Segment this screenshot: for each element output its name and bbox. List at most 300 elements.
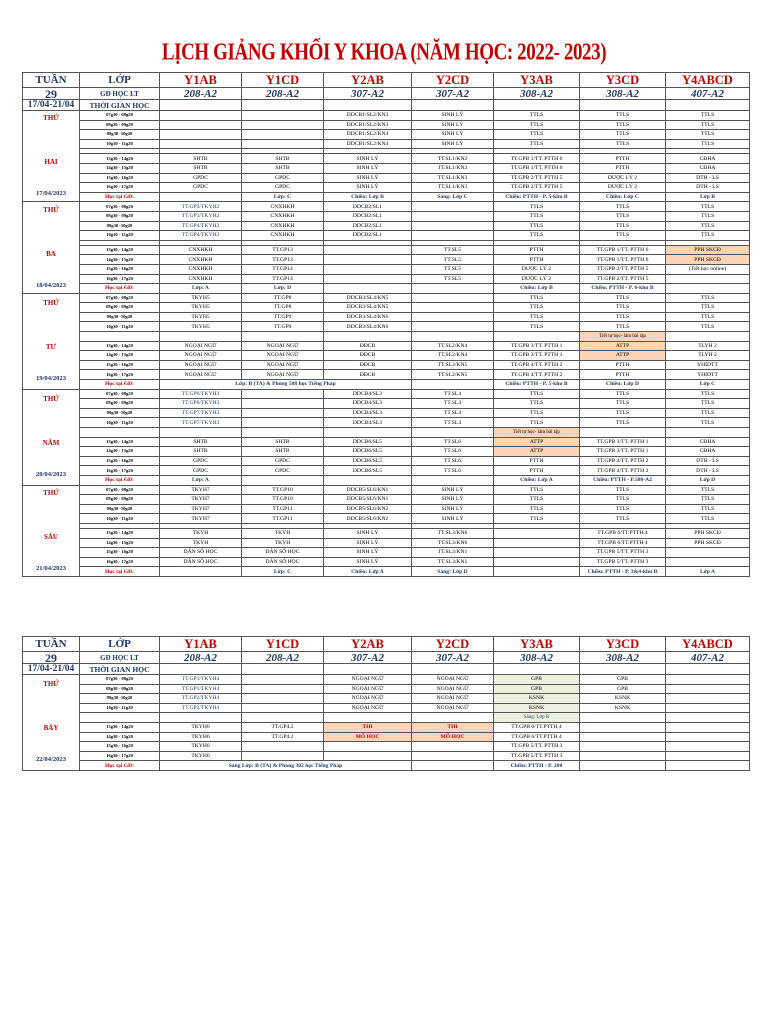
time-slot: 07g30 - 08g20 <box>80 485 160 495</box>
schedule-cell <box>666 742 750 752</box>
table-row <box>23 732 750 742</box>
time-slot: 14g30 - 15g20 <box>80 538 160 548</box>
time-slot: 10g30 - 11g20 <box>80 418 160 428</box>
schedule-cell: TKYH <box>160 528 242 538</box>
schedule-cell: TT.SL2/KN4 <box>412 351 494 361</box>
schedule-cell: THI <box>412 722 494 732</box>
table-row <box>23 408 750 418</box>
class-header: Y3CD <box>580 637 666 652</box>
schedule-cell: DDCB5/SL6/KN1 <box>324 485 412 495</box>
table-row <box>23 456 750 466</box>
room-header: 308-A2 <box>580 88 666 100</box>
schedule-cell: TT.GP14 <box>242 264 324 274</box>
schedule-cell <box>666 557 750 567</box>
table-row <box>23 548 750 558</box>
schedule-cell: DÂN SỐ HỌC <box>242 557 324 567</box>
schedule-cell: TT.SL3/KN1 <box>412 548 494 558</box>
schedule-cell: TT.GP10 <box>242 495 324 505</box>
schedule-cell: DDCB1/SL2/KN4 <box>324 130 412 140</box>
table-row <box>23 495 750 505</box>
schedule-cell: TT.SL5 <box>412 245 494 255</box>
empty-cell <box>412 100 494 111</box>
table-row <box>23 722 750 732</box>
schedule-cell: SINH LÝ <box>412 111 494 121</box>
schedule-cell: NGOẠI NGỮ <box>412 703 494 713</box>
empty-cell <box>242 332 324 342</box>
empty-cell <box>242 100 324 111</box>
table-row <box>23 742 750 752</box>
schedule-cell <box>160 111 242 121</box>
schedule-cell: DDCB5/SL6/KN1 <box>324 495 412 505</box>
schedule-cell: TT.GP6/TKYH3 <box>160 399 242 409</box>
table-row <box>23 360 750 370</box>
empty-cell <box>324 100 412 111</box>
schedule-cell: PTTH <box>494 255 580 265</box>
schedule-cell: TTLS <box>580 514 666 524</box>
schedule-cell: CĐHA <box>666 447 750 457</box>
schedule-cell: TTLS <box>580 139 666 149</box>
gd-cell <box>412 761 494 771</box>
schedule-cell: DDCB2/SL1 <box>324 202 412 212</box>
schedule-cell: NGOẠI NGỮ <box>324 675 412 685</box>
empty-cell <box>666 100 750 111</box>
schedule-cell: ĐĐCB <box>324 370 412 380</box>
table-row <box>23 312 750 322</box>
schedule-cell: TT.SL6 <box>412 456 494 466</box>
schedule-cell: PPH SKCĐ <box>666 255 750 265</box>
table-row <box>23 154 750 164</box>
schedule-cell: SINH LÝ <box>324 538 412 548</box>
empty-cell <box>324 332 412 342</box>
room-header: 307-A2 <box>324 88 412 100</box>
time-slot: 16g30 - 17g20 <box>80 274 160 284</box>
gd-row <box>23 761 750 771</box>
table-row <box>23 322 750 332</box>
schedule-cell: TT.SL1/KN2 <box>412 163 494 173</box>
schedule-cell: GPDC <box>242 183 324 193</box>
day-label <box>23 485 80 576</box>
time-slot: 14g30 - 15g20 <box>80 732 160 742</box>
day-name-1: THỨ <box>43 299 59 308</box>
day-date: 21/04/2023 <box>35 564 67 572</box>
schedule-cell: TT.GPB 3/TT. PTTH 1 <box>580 437 666 447</box>
schedule-cell: NGOẠI NGỮ <box>160 341 242 351</box>
class-header: Y3AB <box>494 637 580 652</box>
schedule-cell <box>580 751 666 761</box>
schedule-cell: TTLS <box>580 111 666 121</box>
schedule-cell <box>412 293 494 303</box>
schedule-cell: SHTB <box>242 447 324 457</box>
schedule-cell: TT.GP6/TKYH3 <box>160 389 242 399</box>
schedule-cell: SINH LÝ <box>324 548 412 558</box>
table-row <box>23 183 750 193</box>
schedule-cell: TTLS <box>666 211 750 221</box>
header-row-range <box>23 100 750 111</box>
time-slot: 10g30 - 11g20 <box>80 322 160 332</box>
schedule-cell <box>412 322 494 332</box>
schedule-cell: NGOẠI NGỮ <box>160 370 242 380</box>
day-label <box>23 111 80 202</box>
table-row <box>23 173 750 183</box>
schedule-cell <box>494 548 580 558</box>
schedule-cell: TT.GPB 6/TT.PTTH 4 <box>494 732 580 742</box>
time-slot: 15g30 - 16g20 <box>80 173 160 183</box>
schedule-cell: ATTP <box>580 341 666 351</box>
schedule-cell: TTLS <box>666 485 750 495</box>
schedule-cell: DDCB6/SL5 <box>324 466 412 476</box>
gd-label: GĐ HỌC LT <box>80 652 160 664</box>
schedule-cell <box>324 742 412 752</box>
gd-cell <box>494 567 580 577</box>
gd-cell: Lớp B <box>666 192 750 202</box>
schedule-cell: TKYH5 <box>160 322 242 332</box>
table-row <box>23 437 750 447</box>
schedule-cell: TT.SL2/KN4 <box>412 341 494 351</box>
header-row-range <box>23 664 750 675</box>
day-name-2: SÁU <box>43 532 58 541</box>
gd-cell <box>324 284 412 294</box>
schedule-cell: TKYH6 <box>160 732 242 742</box>
gd-cell: Chiều: Lớp D <box>580 380 666 390</box>
schedule-cell: TKYH5 <box>160 312 242 322</box>
schedule-cell: DTH - LS <box>666 466 750 476</box>
schedule-cell: TLYH 2 <box>666 351 750 361</box>
gd-row <box>23 567 750 577</box>
schedule-cell: TT.SL4 <box>412 418 494 428</box>
schedule-cell: GPDC <box>160 183 242 193</box>
table-row <box>23 120 750 130</box>
schedule-cell: YHIDTT <box>666 370 750 380</box>
schedule-cell: DƯỢC LÝ 2 <box>494 274 580 284</box>
schedule-cell <box>412 751 494 761</box>
table-row <box>23 485 750 495</box>
schedule-cell: TT.GP10 <box>242 485 324 495</box>
class-header: Y2AB <box>324 637 412 652</box>
time-slot: 07g30 - 08g20 <box>80 389 160 399</box>
schedule-cell: PTTH <box>580 360 666 370</box>
table-row <box>23 211 750 221</box>
table-row <box>23 675 750 685</box>
schedule-cell: TTLS <box>494 303 580 313</box>
schedule-cell: DDCB5/SL6/KN2 <box>324 504 412 514</box>
schedule-cell <box>242 389 324 399</box>
gd-cell: Lớp D <box>666 475 750 485</box>
gd-cell: Lớp C <box>666 380 750 390</box>
day-name-1: THỨ <box>43 395 59 404</box>
schedule-cell: TT.GP9 <box>242 322 324 332</box>
header-row-classes <box>23 73 750 88</box>
note-cell: Tiết tự học- làm bài tập <box>580 332 666 342</box>
gd-row-label: Học tại GĐ: <box>80 567 160 577</box>
table-row <box>23 399 750 409</box>
schedule-cell: CNXHKH <box>242 211 324 221</box>
schedule-cell: TTLS <box>666 231 750 241</box>
table-row <box>23 418 750 428</box>
schedule-cell: NGOẠI NGỮ <box>242 360 324 370</box>
schedule-cell: TTLS <box>494 120 580 130</box>
table-row <box>23 245 750 255</box>
gd-row-label: Học tại GĐ: <box>80 380 160 390</box>
schedule-cell: SINH LÝ <box>324 173 412 183</box>
schedule-cell <box>242 111 324 121</box>
schedule-cell: TT.GPB 3/TT. PTTH 1 <box>494 351 580 361</box>
schedule-cell <box>666 722 750 732</box>
day-label <box>23 293 80 389</box>
gd-cell: Chiều: PTTH - P.508-A2 <box>580 475 666 485</box>
schedule-cell: TTLS <box>580 211 666 221</box>
schedule-cell: GPB <box>580 684 666 694</box>
schedule-table-weekdays <box>22 72 750 577</box>
time-slot: 09g30 -10g20 <box>80 221 160 231</box>
schedule-cell: TT.GPB 3/TT. PTTH 1 <box>580 447 666 457</box>
gd-row <box>23 192 750 202</box>
schedule-cell: GPB <box>580 675 666 685</box>
schedule-cell: DƯỢC LÝ 2 <box>494 264 580 274</box>
table-row <box>23 231 750 241</box>
schedule-cell: TT.GPB 6/TT.PTTH 4 <box>494 722 580 732</box>
schedule-cell: DƯỢC LÝ 2 <box>580 173 666 183</box>
time-slot: 16g30 - 17g20 <box>80 370 160 380</box>
table-row <box>23 303 750 313</box>
time-slot: 08g30 - 09g20 <box>80 211 160 221</box>
tuan-label: TUẦN <box>23 637 80 652</box>
schedule-cell: TKYH7 <box>160 485 242 495</box>
schedule-cell: DDCB1/SL2/KN4 <box>324 139 412 149</box>
schedule-cell: TT.SL5 <box>412 255 494 265</box>
class-header: Y1AB <box>160 637 242 652</box>
break-row <box>23 713 750 723</box>
schedule-cell: SINH LÝ <box>412 514 494 524</box>
schedule-cell: TTLS <box>666 120 750 130</box>
schedule-cell: TTLS <box>666 495 750 505</box>
schedule-cell: TKYH5 <box>160 303 242 313</box>
table-row <box>23 351 750 361</box>
schedule-cell: DDCB1/SL2/KN3 <box>324 120 412 130</box>
schedule-cell: TTLS <box>494 312 580 322</box>
schedule-cell: CNXHKH <box>242 231 324 241</box>
schedule-cell: NGOẠI NGỮ <box>412 684 494 694</box>
schedule-cell: TT.SL4 <box>412 408 494 418</box>
schedule-cell: TTLS <box>580 293 666 303</box>
time-slot: 07g30 - 08g20 <box>80 111 160 121</box>
schedule-cell <box>580 722 666 732</box>
schedule-cell: TT.GPB 4/TT. PTTH 2 <box>494 370 580 380</box>
schedule-cell: YHIDTT <box>666 360 750 370</box>
schedule-cell: CNXHKH <box>242 202 324 212</box>
gd-cell <box>580 761 666 771</box>
empty-cell <box>580 664 666 675</box>
week-number: 29 <box>23 652 80 664</box>
schedule-cell <box>242 120 324 130</box>
room-header: 307-A2 <box>324 652 412 664</box>
schedule-cell: SINH LÝ <box>324 183 412 193</box>
schedule-cell: GPB <box>494 684 580 694</box>
empty-cell <box>412 664 494 675</box>
week-number: 29 <box>23 88 80 100</box>
day-name-2: HAI <box>44 158 58 167</box>
gd-cell: Lớp: C <box>242 567 324 577</box>
tuan-label: TUẦN <box>23 73 80 88</box>
schedule-cell: CNXHKH <box>160 274 242 284</box>
schedule-cell: TT.GP8 <box>242 303 324 313</box>
table-row <box>23 293 750 303</box>
time-slot: 13g30 - 14g20 <box>80 245 160 255</box>
schedule-cell: TTLS <box>580 399 666 409</box>
schedule-cell: TTLS <box>666 389 750 399</box>
schedule-cell: TTLS <box>494 514 580 524</box>
schedule-cell: TT.GP8 <box>242 293 324 303</box>
schedule-cell: TTLS <box>494 139 580 149</box>
class-header: Y1AB <box>160 73 242 88</box>
room-header: 208-A2 <box>242 652 324 664</box>
schedule-cell: DDCB6/SL5 <box>324 437 412 447</box>
schedule-cell: NGOẠI NGỮ <box>160 360 242 370</box>
gd-cell <box>242 475 324 485</box>
schedule-cell: TT.GP14 <box>242 274 324 284</box>
table-row <box>23 255 750 265</box>
time-slot: 15g30 - 16g20 <box>80 548 160 558</box>
schedule-cell: ĐĐCB <box>324 351 412 361</box>
schedule-cell: NGOẠI NGỮ <box>242 351 324 361</box>
schedule-cell: PTTH <box>494 466 580 476</box>
day-label <box>23 202 80 293</box>
schedule-cell: TTLS <box>666 399 750 409</box>
header-row-rooms <box>23 652 750 664</box>
schedule-cell: TTLS <box>494 202 580 212</box>
lop-label: LỚP <box>80 637 160 652</box>
room-header: 407-A2 <box>666 88 750 100</box>
schedule-cell: TT.GP11 <box>242 514 324 524</box>
time-slot: 15g30 - 16g20 <box>80 360 160 370</box>
schedule-cell: CNXHKH <box>160 245 242 255</box>
table-row <box>23 202 750 212</box>
schedule-cell: SHTB <box>160 447 242 457</box>
schedule-cell: SINH LÝ <box>412 485 494 495</box>
schedule-cell: TTLS <box>580 231 666 241</box>
schedule-cell: TT.GPB 1/TT. PTTH 6 <box>494 163 580 173</box>
schedule-cell: TLYH 2 <box>666 341 750 351</box>
schedule-cell <box>324 751 412 761</box>
time-slot: 09g30 -10g20 <box>80 694 160 704</box>
schedule-cell: TTLS <box>666 202 750 212</box>
schedule-cell <box>666 548 750 558</box>
schedule-cell <box>412 312 494 322</box>
empty-cell <box>160 332 242 342</box>
schedule-cell: TT.SL6 <box>412 447 494 457</box>
day-label <box>23 675 80 771</box>
table-row <box>23 341 750 351</box>
schedule-cell: TT.GP1/TKYH4 <box>160 684 242 694</box>
schedule-cell: DDCB3/SL4/KN5 <box>324 303 412 313</box>
day-name-1: THỨ <box>43 488 59 497</box>
schedule-cell: TT.SL4 <box>412 399 494 409</box>
schedule-cell: TTLS <box>580 303 666 313</box>
schedule-cell: DDCB2/SL1 <box>324 221 412 231</box>
day-name-2: BẢY <box>43 724 59 733</box>
empty-cell <box>160 664 242 675</box>
schedule-cell: TKYH <box>160 538 242 548</box>
page-title: LỊCH GIẢNG KHỐI Y KHOA (NĂM HỌC: 2022- 2023) <box>161 39 607 66</box>
gd-cell <box>412 380 494 390</box>
schedule-cell: GPDC <box>242 173 324 183</box>
schedule-cell: TKYH6 <box>160 722 242 732</box>
day-label <box>23 389 80 485</box>
schedule-cell: TKYH5 <box>160 293 242 303</box>
schedule-cell: TT.GPB 5/TT. PTTH 3 <box>580 557 666 567</box>
time-slot: 10g30 - 11g20 <box>80 703 160 713</box>
schedule-cell: DDCB2/SL1 <box>324 231 412 241</box>
schedule-cell: TT.GPB 1/TT. PTTH 6 <box>494 154 580 164</box>
time-slot: 09g30 -10g20 <box>80 130 160 140</box>
schedule-cell <box>666 703 750 713</box>
schedule-cell: TTLS <box>666 418 750 428</box>
time-label: THỜI GIAN HỌC <box>80 100 160 111</box>
schedule-cell: TTLS <box>494 408 580 418</box>
time-slot: 07g30 - 08g20 <box>80 202 160 212</box>
schedule-cell: TT.GP9 <box>242 312 324 322</box>
empty-cell <box>494 664 580 675</box>
time-slot: 08g30 - 09g20 <box>80 303 160 313</box>
schedule-cell: TT.SL2/KN5 <box>412 360 494 370</box>
schedule-cell: TT.SL1/KN3 <box>412 173 494 183</box>
schedule-cell: TKYH <box>242 528 324 538</box>
empty-cell <box>580 100 666 111</box>
table-row <box>23 274 750 284</box>
empty-cell <box>412 428 494 438</box>
time-slot: 16g30 - 17g20 <box>80 751 160 761</box>
empty-cell <box>80 713 160 723</box>
schedule-cell <box>242 684 324 694</box>
schedule-cell: TT.GPB 1/TT. PTTH 6 <box>580 245 666 255</box>
gd-row <box>23 284 750 294</box>
schedule-cell: GPDC <box>242 466 324 476</box>
class-header: Y2CD <box>412 637 494 652</box>
class-header: Y2AB <box>324 73 412 88</box>
schedule-cell: TTLS <box>666 130 750 140</box>
gd-cell: Lớp: C <box>242 192 324 202</box>
schedule-cell: TT.GPB 3/TT. PTTH 1 <box>494 341 580 351</box>
schedule-cell: TT.GPB 4/TT. PTTH 2 <box>580 456 666 466</box>
table-row <box>23 163 750 173</box>
schedule-cell: TT.SL3/KN6 <box>412 528 494 538</box>
schedule-cell: TKYH6 <box>160 742 242 752</box>
schedule-cell: TT.GP1/TKYH4 <box>160 675 242 685</box>
schedule-cell <box>494 557 580 567</box>
schedule-cell: TTLS <box>494 211 580 221</box>
table-row <box>23 751 750 761</box>
gd-cell: Sáng: Lớp C <box>412 192 494 202</box>
schedule-cell <box>666 675 750 685</box>
time-slot: 15g30 - 16g20 <box>80 264 160 274</box>
schedule-cell: TT.GP4/TKYH2 <box>160 221 242 231</box>
table-row <box>23 466 750 476</box>
table-row <box>23 504 750 514</box>
schedule-cell <box>242 139 324 149</box>
schedule-cell: DDCB5/SL6/KN2 <box>324 514 412 524</box>
schedule-cell: TTLS <box>580 322 666 332</box>
day-date: 18/04/2023 <box>35 281 67 289</box>
schedule-cell: TTLS <box>666 293 750 303</box>
schedule-cell: TT.GPB 2/TT. PTTH 5 <box>580 274 666 284</box>
time-slot: 16g30 - 17g20 <box>80 183 160 193</box>
empty-cell <box>160 428 242 438</box>
room-header: 208-A2 <box>160 652 242 664</box>
time-slot: 15g30 - 16g20 <box>80 742 160 752</box>
schedule-cell: SINH LÝ <box>324 154 412 164</box>
schedule-cell: TTLS <box>666 139 750 149</box>
time-slot: 16g30 - 17g20 <box>80 557 160 567</box>
day-name-2: NĂM <box>42 439 60 448</box>
